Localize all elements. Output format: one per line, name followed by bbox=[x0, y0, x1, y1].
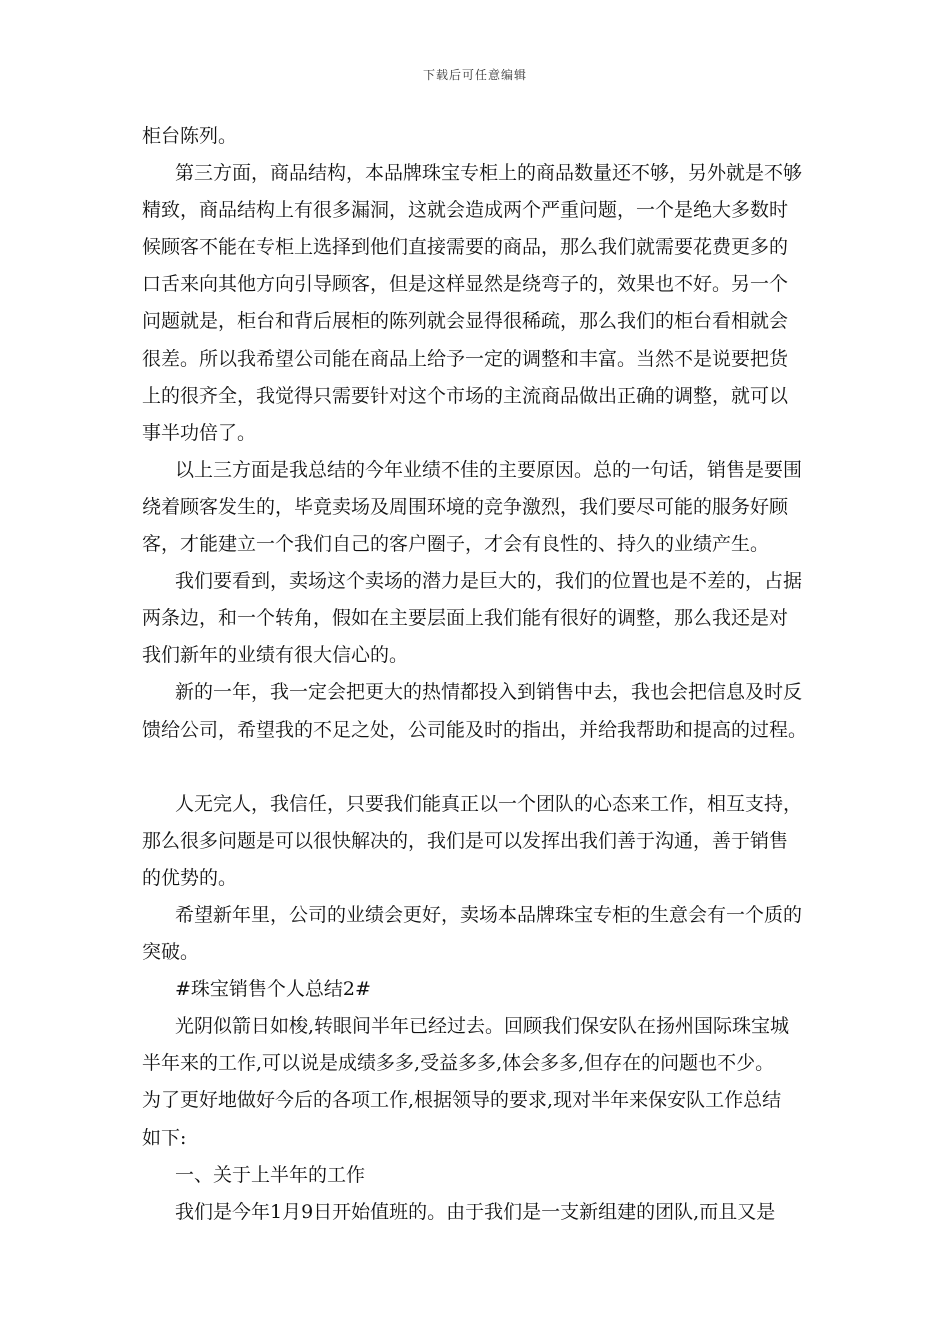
blank-line bbox=[142, 749, 812, 786]
text-line: 新的一年，我一定会把更大的热情都投入到销售中去，我也会把信息及时反 bbox=[175, 681, 803, 704]
text-line: 候顾客不能在专柜上选择到他们直接需要的商品，那么我们就需要花费更多的 bbox=[142, 236, 789, 259]
text-line: 希望新年里，公司的业绩会更好，卖场本品牌珠宝专柜的生意会有一个质的 bbox=[175, 903, 803, 926]
text-line: 半年来的工作,可以说是成绩多多,受益多多,体会多多,但存在的问题也不少。 bbox=[142, 1052, 775, 1075]
text-line: 柜台陈列。 bbox=[142, 125, 238, 147]
text-line: 口舌来向其他方向引导顾客，但是这样显然是绕弯子的，效果也不好。另一个 bbox=[142, 273, 789, 296]
document-body bbox=[142, 118, 812, 1231]
text-line: 我们新年的业绩有很大信心的。 bbox=[142, 644, 409, 667]
text-line: 如下: bbox=[142, 1126, 187, 1149]
text-line: 为了更好地做好今后的各项工作,根据领导的要求,现对半年来保安队工作总结 bbox=[142, 1089, 782, 1112]
text-line: 客，才能建立一个我们自己的客户圈子，才会有良性的、持久的业绩产生。 bbox=[142, 533, 770, 556]
text-line: 很差。所以我希望公司能在商品上给予一定的调整和丰富。当然不是说要把货 bbox=[142, 347, 789, 370]
text-line: 的优势的。 bbox=[142, 866, 238, 889]
text-line: 第三方面，商品结构，本品牌珠宝专柜上的商品数量还不够，另外就是不够 bbox=[175, 162, 803, 185]
section-heading: 一、关于上半年的工作 bbox=[175, 1163, 366, 1186]
text-line: 以上三方面是我总结的今年业绩不佳的主要原因。总的一句话，销售是要围 bbox=[175, 458, 803, 481]
text-line: 突破。 bbox=[142, 941, 200, 964]
text-line: 绕着顾客发生的，毕竟卖场及周围环境的竞争激烈，我们要尽可能的服务好顾 bbox=[142, 495, 789, 518]
text-line: 光阴似箭日如梭,转眼间半年已经过去。回顾我们保安队在扬州国际珠宝城 bbox=[175, 1015, 790, 1038]
text-line: 那么很多问题是可以很快解决的，我们是可以发挥出我们善于沟通，善于销售 bbox=[142, 829, 789, 852]
text-line: 精致，商品结构上有很多漏洞，这就会造成两个严重问题，一个是绝大多数时 bbox=[142, 199, 789, 222]
text-line: 两条边，和一个转角，假如在主要层面上我们能有很好的调整，那么我还是对 bbox=[142, 607, 789, 630]
text-line: 我们要看到，卖场这个卖场的潜力是巨大的，我们的位置也是不差的，占据 bbox=[175, 570, 803, 593]
text-line: 馈给公司，希望我的不足之处，公司能及时的指出，并给我帮助和提高的过程。 bbox=[142, 718, 808, 741]
section-heading: #珠宝销售个人总结2# bbox=[175, 978, 371, 1001]
text-line: 人无完人，我信任，只要我们能真正以一个团队的心态来工作，相互支持， bbox=[175, 792, 803, 815]
text-line: 事半功倍了。 bbox=[142, 421, 257, 444]
text-line: 我们是今年1月9日开始值班的。由于我们是一支新组建的团队,而且又是 bbox=[175, 1200, 776, 1223]
page-header: 下载后可任意编辑 bbox=[422, 68, 527, 82]
text-line: 上的很齐全，我觉得只需要针对这个市场的主流商品做出正确的调整，就可以 bbox=[142, 384, 789, 407]
text-line: 问题就是，柜台和背后展柜的陈列就会显得很稀疏，那么我们的柜台看相就会 bbox=[142, 310, 789, 333]
